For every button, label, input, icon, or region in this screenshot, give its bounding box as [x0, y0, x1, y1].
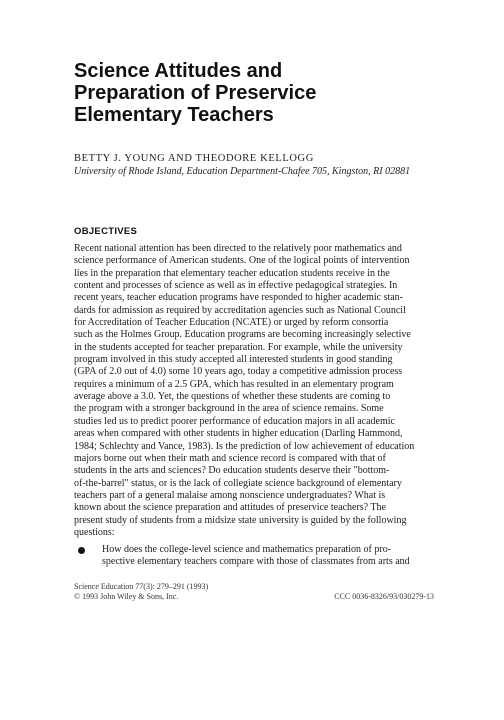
body-line: science performance of American students. One of the logical points of intervention — [74, 255, 410, 267]
body-line: teachers part of a general malaise among nonscience undergraduates? What is — [74, 489, 386, 501]
body-line: present study of students from a midsize state university is guided by the following — [74, 514, 407, 526]
question-line: How does the college-level science and mathematics preparation of pro- — [102, 544, 392, 555]
body-line: for Accreditation of Teacher Education (NCATE) or urged by reform consortia — [74, 317, 389, 329]
body-line: in the students accepted for teacher preparation. For example, while the university — [74, 341, 403, 353]
question-line: spective elementary teachers compare with those of classmates from arts and — [102, 556, 410, 568]
author-affiliation — [74, 166, 434, 179]
author-names: BETTY J. YOUNG AND THEODORE KELLOGG — [74, 153, 314, 164]
body-line: (GPA of 2.0 out of 4.0) some 10 years ago, today a competitive admission process — [74, 366, 403, 378]
body-line: dards for admission as required by accreditation agencies such as National Council — [74, 304, 406, 316]
body-line: program involved in this study accepted all interested students in good standing — [74, 354, 393, 366]
affiliation-line: University of Rhode Island, Education Department-Chafee 705, Kingston, RI — [74, 166, 383, 177]
body-line: known about the science preparation and attitudes of preservice teachers? The — [74, 502, 386, 514]
section-heading: OBJECTIVES — [74, 226, 138, 237]
bullet-icon — [78, 547, 85, 554]
body-line: Recent national attention has been directed to the relatively poor mathematics and — [74, 243, 402, 254]
article-title — [74, 60, 454, 126]
ccc-code: CCC 0036-8326/93/030279-13 — [334, 592, 434, 601]
title-line: Science Attitudes and — [74, 60, 283, 82]
title-line: Elementary Teachers — [74, 104, 274, 126]
body-line: questions: — [74, 526, 115, 538]
page-footer — [74, 582, 434, 602]
body-line: content and processes of science as well as in effective pedagogical strategies. In — [74, 280, 398, 292]
affiliation-line: 02881 — [385, 166, 411, 177]
body-line: recent years, teacher education programs have responded to higher academic stan- — [74, 292, 404, 304]
body-line: students in the arts and sciences? Do education students deserve their "bottom- — [74, 465, 390, 477]
body-line: studies led us to predict poorer performance of education majors in all academic — [74, 415, 395, 427]
body-line: majors borne out when their math and science record is compared with that of — [74, 452, 386, 464]
body-paragraph — [74, 243, 434, 539]
journal-citation: Science Education 77(3): 279–291 (1993) — [74, 582, 209, 591]
body-line: the program with a stronger background in the area of science remains. Some — [74, 403, 384, 415]
title-line: Preparation of Preservice — [74, 82, 317, 104]
body-line: 1984; Schlechty and Vance, 1983). Is the prediction of low achievement of education — [74, 440, 415, 452]
body-line: requires a minimum of a 2.5 GPA, which has resulted in an elementary program — [74, 378, 394, 390]
body-line: such as the Holmes Group. Education programs are becoming increasingly selective — [74, 329, 411, 341]
body-line: average above a 3.0. Yet, the questions of whether these students are coming to — [74, 391, 391, 403]
copyright-notice: © 1993 John Wiley & Sons, Inc. — [74, 592, 179, 601]
body-line: areas when compared with other students in higher education (Darling Hammond, — [74, 428, 403, 440]
body-line: of-the-barrel" status, or is the lack of collegiate science background of elementary — [74, 477, 402, 489]
body-line: lies in the preparation that elementary teacher education students receive in the — [74, 267, 390, 279]
question-text — [102, 544, 410, 569]
